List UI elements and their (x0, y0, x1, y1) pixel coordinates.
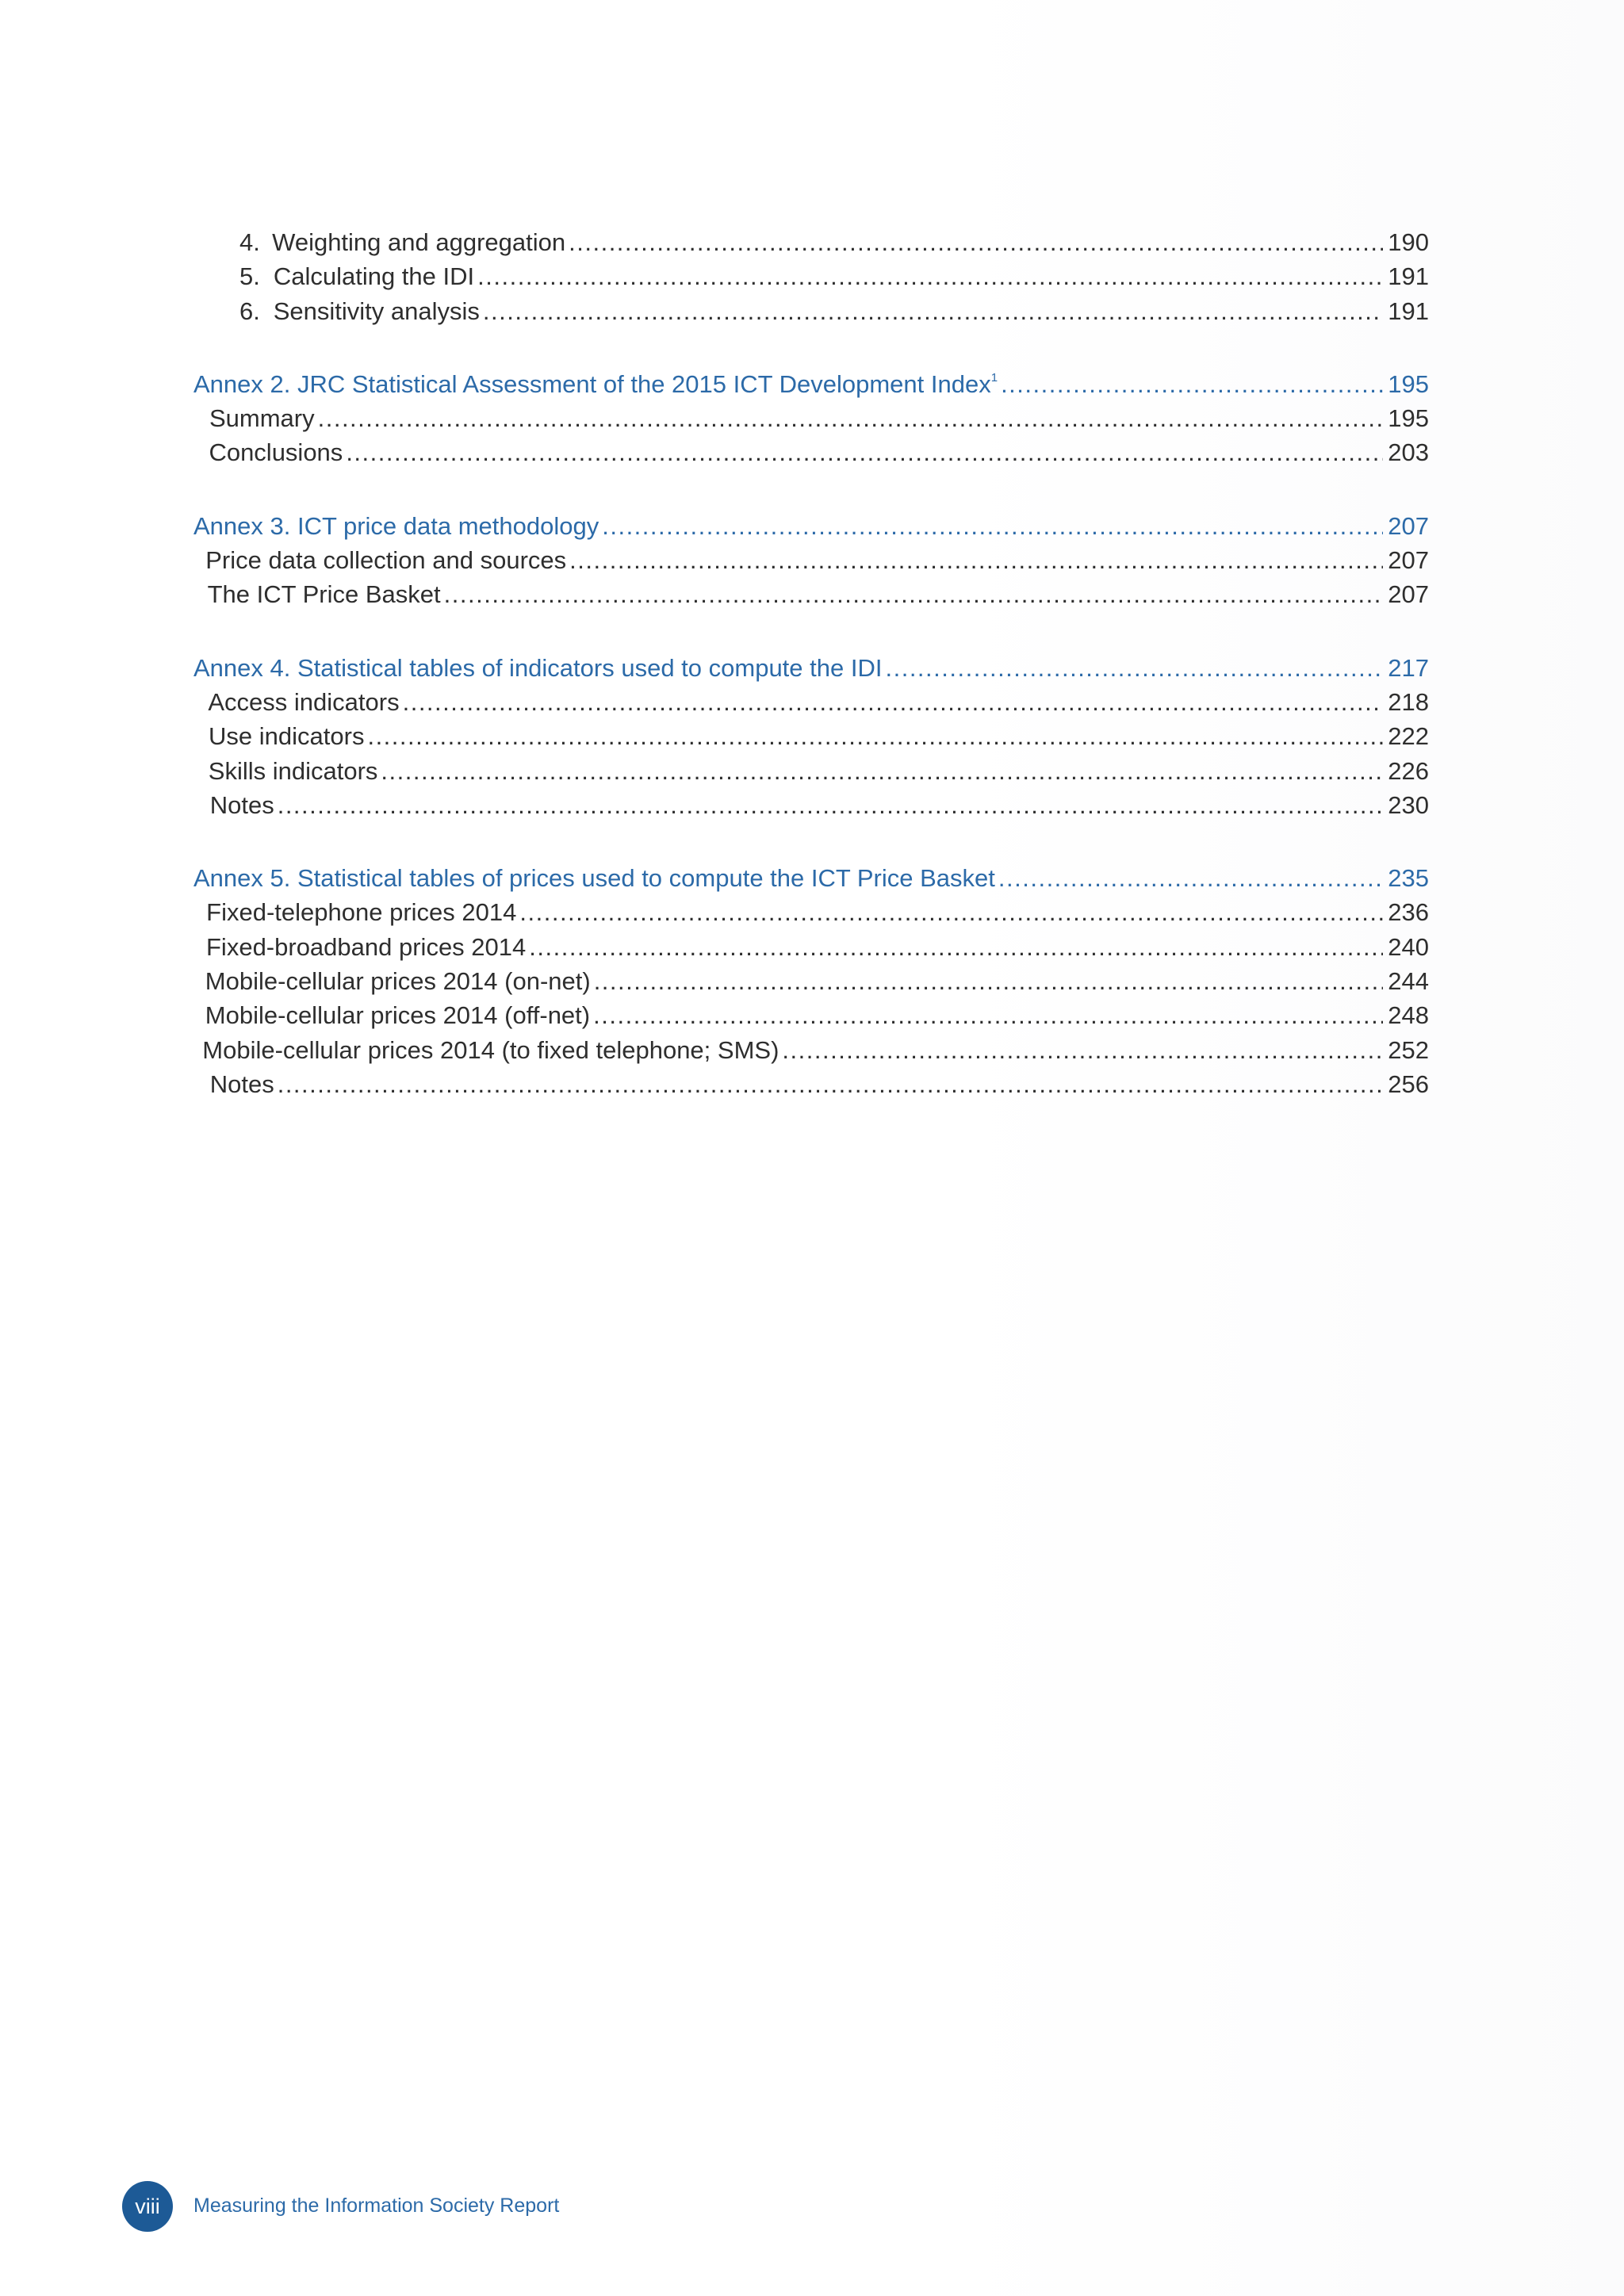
toc-entry-page: 218 (1388, 687, 1429, 716)
toc-entry-label: Notes (209, 790, 274, 819)
dot-leader (885, 651, 1383, 685)
dot-leader (367, 719, 1383, 753)
toc-entry-fixed-broadband[interactable] (193, 930, 1429, 964)
toc-entry-page: 191 (1388, 262, 1429, 291)
toc-entry-page: 203 (1388, 438, 1429, 467)
toc-entry-label: Fixed-broadband prices 2014 (206, 932, 527, 961)
toc-entry-label: Summary (209, 404, 315, 433)
dot-leader (594, 964, 1384, 998)
toc-entry-page: 207 (1388, 546, 1429, 575)
toc-entry-page: 252 (1388, 1035, 1429, 1064)
toc-entry-mobile-off-net[interactable] (193, 998, 1429, 1032)
toc-entry-label: The ICT Price Basket (207, 580, 441, 609)
toc-entry-page: 248 (1388, 1001, 1429, 1030)
toc-entry-price-basket[interactable] (193, 577, 1429, 611)
dot-leader (477, 259, 1383, 293)
toc-annex-3[interactable] (193, 509, 1429, 543)
toc-entry-price-data[interactable] (193, 543, 1429, 577)
toc-annex-page: 195 (1388, 369, 1429, 398)
toc-entry-sensitivity[interactable] (193, 294, 1429, 328)
toc-entry-summary[interactable] (193, 401, 1429, 435)
toc-entry-page: 236 (1388, 898, 1429, 927)
dot-leader (529, 930, 1383, 964)
dot-leader (569, 543, 1383, 577)
toc-entry-page: 244 (1388, 967, 1429, 996)
dot-leader (346, 435, 1383, 469)
toc-entry-page: 195 (1388, 404, 1429, 433)
toc-annex-page: 207 (1388, 511, 1429, 540)
toc-entry-page: 256 (1388, 1070, 1429, 1098)
page-number-badge (122, 2181, 173, 2232)
toc-entry-fixed-telephone[interactable] (193, 895, 1429, 929)
toc-entry-notes-2[interactable] (193, 1067, 1429, 1101)
dot-leader (519, 895, 1383, 929)
toc-entry-label: Weighting and aggregation (272, 228, 566, 256)
toc-annex-page: 217 (1388, 653, 1429, 682)
toc-annex-label (193, 367, 998, 401)
toc-entry-page: 191 (1388, 297, 1429, 325)
toc-entry-label: Price data collection and sources (205, 546, 567, 575)
toc-entry-mobile-fixed-sms[interactable] (193, 1033, 1429, 1067)
toc-annex-2[interactable] (193, 367, 1429, 401)
toc-entry-page: 230 (1388, 790, 1429, 819)
toc-entry-label: Calculating the IDI (273, 262, 475, 291)
table-of-contents (193, 225, 1429, 1101)
toc-entry-label: Mobile-cellular prices 2014 (to fixed telephone; SMS) (202, 1035, 779, 1064)
toc-entry-page: 222 (1388, 722, 1429, 751)
toc-annex-label: Annex 4. Statistical tables of indicators used to compute the IDI (193, 653, 883, 682)
toc-entry-page: 240 (1388, 932, 1429, 961)
toc-entry-notes[interactable] (193, 788, 1429, 822)
toc-entry-weighting[interactable] (193, 225, 1429, 259)
annex-title: Annex 2. JRC Statistical Assessment of the 2015 ICT Development Index (193, 369, 991, 398)
dot-leader (318, 401, 1384, 435)
toc-entry-page: 190 (1388, 228, 1429, 256)
toc-entry-label: Notes (209, 1070, 274, 1098)
dot-leader (444, 577, 1384, 611)
running-footer-title: Measuring the Information Society Report (193, 2195, 560, 2217)
toc-annex-page: 235 (1388, 864, 1429, 893)
toc-entry-label: Use indicators (209, 722, 365, 751)
toc-entry-skills[interactable] (193, 754, 1429, 788)
page-number: viii (135, 2194, 160, 2218)
dot-leader (381, 754, 1383, 788)
toc-entry-number: 5. (239, 262, 260, 291)
toc-entry-label: Fixed-telephone prices 2014 (206, 898, 517, 927)
toc-entry-label: Mobile-cellular prices 2014 (off-net) (205, 1001, 591, 1030)
dot-leader (1001, 367, 1383, 401)
toc-entry-label: Access indicators (208, 687, 400, 716)
toc-entry-use[interactable] (193, 719, 1429, 753)
dot-leader (593, 998, 1383, 1032)
toc-entry-mobile-on-net[interactable] (193, 964, 1429, 998)
toc-entry-conclusions[interactable] (193, 435, 1429, 469)
toc-entry-label: Mobile-cellular prices 2014 (on-net) (205, 967, 591, 996)
dot-leader (782, 1033, 1383, 1067)
toc-entry-number: 4. (239, 228, 260, 256)
toc-entry-page: 207 (1388, 580, 1429, 609)
toc-entry-label: Sensitivity analysis (273, 297, 480, 325)
dot-leader (602, 509, 1383, 543)
dot-leader (569, 225, 1383, 259)
dot-leader (998, 861, 1383, 895)
dot-leader (483, 294, 1383, 328)
toc-annex-5[interactable] (193, 861, 1429, 895)
toc-entry-calculating[interactable] (193, 259, 1429, 293)
toc-entry-number: 6. (239, 297, 260, 325)
toc-annex-label: Annex 3. ICT price data methodology (193, 511, 599, 540)
toc-annex-4[interactable] (193, 651, 1429, 685)
toc-entry-label: Skills indicators (208, 756, 378, 785)
dot-leader (403, 685, 1384, 719)
toc-entry-access[interactable] (193, 685, 1429, 719)
dot-leader (278, 788, 1384, 822)
footnote-marker: 1 (990, 370, 998, 385)
toc-entry-label: Conclusions (209, 438, 343, 467)
toc-entry-page: 226 (1388, 756, 1429, 785)
toc-annex-label: Annex 5. Statistical tables of prices used to compute the ICT Price Basket (193, 864, 995, 893)
dot-leader (278, 1067, 1384, 1101)
